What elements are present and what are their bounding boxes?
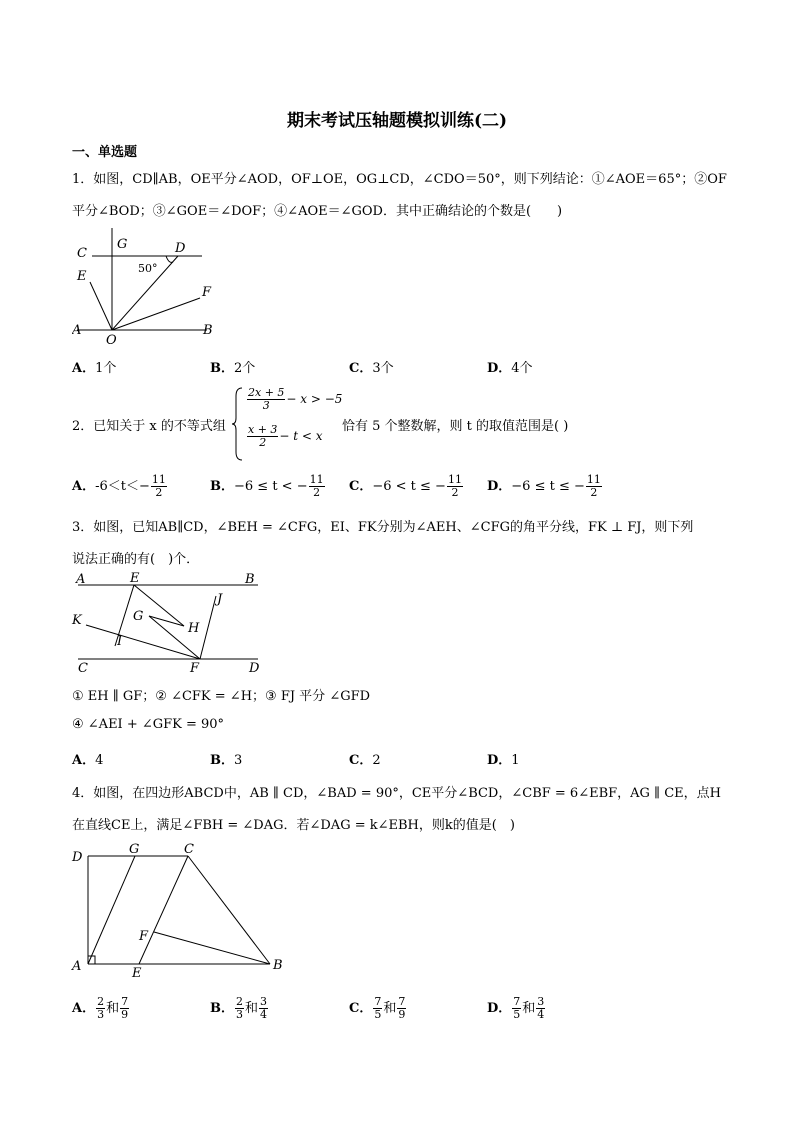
q1-label-O: O	[106, 333, 117, 346]
q1-label-B: B	[203, 323, 213, 338]
q1-option-b[interactable]: B．2个	[210, 361, 256, 376]
q3-label-C: C	[78, 661, 88, 676]
q4-label-F: F	[139, 929, 149, 944]
q2-option-d[interactable]: D．−6 ≤ t ≤ − $\frac{11}{2}$	[487, 473, 601, 499]
q4-figure	[68, 840, 293, 980]
q3-label-H: H	[188, 621, 200, 636]
q2-option-b[interactable]: B．−6 ≤ t < − $\frac{11}{2}$	[210, 473, 324, 499]
q4-label-C: C	[184, 842, 194, 857]
q3-option-c[interactable]: C．2	[349, 753, 381, 768]
q3-option-d[interactable]: D．1	[487, 753, 520, 768]
q1-angle-label: 50°	[138, 262, 158, 275]
q3-label-K: K	[72, 613, 82, 628]
q4-label-A: A	[72, 959, 82, 974]
q2-option-a[interactable]: A．-6＜t＜− $\frac{11}{2}$	[72, 473, 166, 499]
q3-line1: 3．如图，已知AB∥CD，∠BEH = ∠CFG，EI、FK分别为∠AEH、∠CFG的角平分线，FK ⊥ FJ，则下列	[72, 520, 694, 535]
q3-statements-2: ④ ∠AEI + ∠GFK = 90°	[72, 717, 225, 732]
q1-option-d[interactable]: D．4个	[487, 361, 533, 376]
q4-option-a[interactable]: A． $\frac{2}{3}$ 和 $\frac{7}{9}$	[72, 995, 129, 1021]
q4-option-d[interactable]: D． $\frac{7}{5}$ 和 $\frac{3}{4}$	[487, 995, 545, 1021]
q1-label-D: D	[175, 241, 186, 256]
q2-suffix: 恰有 5 个整数解，则 t 的取值范围是( )	[342, 419, 569, 434]
q4-label-D: D	[72, 850, 83, 865]
q4-option-c[interactable]: C． $\frac{7}{5}$ 和 $\frac{7}{9}$	[349, 995, 406, 1021]
q1-figure	[72, 226, 222, 346]
q4-line1: 4．如图，在四边形ABCD中，AB ∥ CD，∠BAD = 90°，CE平分∠BCD，∠CBF = 6∠EBF，AG ∥ CE，点H	[72, 786, 721, 801]
q3-option-a[interactable]: A．4	[72, 753, 104, 768]
q2-inequality-2: $\frac{x + 3}{2}$ − t < x	[248, 423, 323, 449]
q3-label-I: I	[117, 634, 123, 649]
q3-line2: 说法正确的有( )个．	[72, 552, 200, 567]
q1-label-E: E	[77, 269, 87, 284]
page-title: 期末考试压轴题模拟训练(二)	[286, 111, 508, 131]
q2-option-c[interactable]: C．−6 < t ≤ − $\frac{11}{2}$	[349, 473, 462, 499]
q1-option-a[interactable]: A．1个	[72, 361, 117, 376]
q1-line2: 平分∠BOD；③∠GOE＝∠DOF；④∠AOE＝∠GOD．其中正确结论的个数是( )	[72, 204, 563, 219]
q1-line1: 1．如图，CD∥AB，OE平分∠AOD，OF⊥OE，OG⊥CD，∠CDO＝50°，则下列结论：①∠AOE＝65°；②OF	[72, 172, 727, 187]
q4-option-b[interactable]: B． $\frac{2}{3}$ 和 $\frac{3}{4}$	[210, 995, 268, 1021]
q1-option-c[interactable]: C．3个	[349, 361, 394, 376]
q3-statements-1: ① EH ∥ GF；② ∠CFK = ∠H；③ FJ 平分 ∠GFD	[72, 689, 371, 704]
q3-label-G: G	[133, 609, 144, 624]
q3-label-B: B	[245, 572, 255, 587]
q4-label-E: E	[132, 966, 142, 980]
q1-label-C: C	[77, 246, 87, 261]
q4-label-B: B	[273, 958, 283, 973]
q3-label-F: F	[190, 661, 200, 676]
q4-line2: 在直线CE上，满足∠FBH = ∠DAG．若∠DAG = k∠EBH，则k的值是( )	[72, 818, 515, 833]
q3-label-J: J	[217, 592, 223, 607]
q1-label-G: G	[117, 237, 128, 252]
q2-prefix: 2．已知关于 x 的不等式组	[72, 419, 226, 434]
q2-inequality-1: $\frac{2x + 5}{3}$ − x > −5	[248, 386, 343, 412]
q3-label-E: E	[130, 571, 140, 586]
q2-brace	[232, 386, 244, 462]
q3-option-b[interactable]: B．3	[210, 753, 243, 768]
q4-label-G: G	[129, 842, 140, 857]
q3-label-A: A	[76, 572, 86, 587]
section-heading: 一、单选题	[72, 145, 138, 160]
q1-label-F: F	[202, 285, 212, 300]
q3-figure	[70, 570, 270, 676]
q3-label-D: D	[249, 661, 260, 676]
q1-label-A: A	[72, 323, 82, 338]
